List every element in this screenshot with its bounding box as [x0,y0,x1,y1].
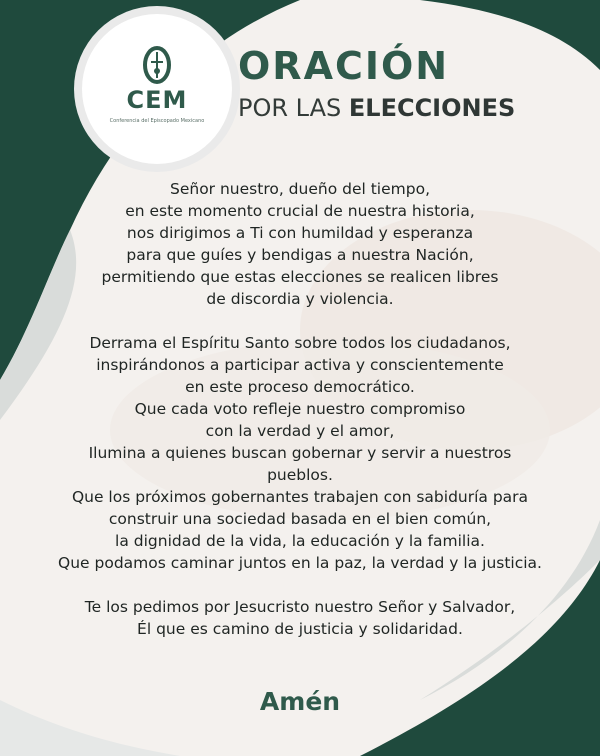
cem-logo-badge [82,14,232,164]
prayer-line: en este momento crucial de nuestra historia, [125,202,475,220]
prayer-line: inspirándonos a participar activa y conscientemente [96,356,504,374]
prayer-line: en este proceso democrático. [185,378,415,396]
prayer-line: Él que es camino de justicia y solidaridad. [137,620,463,638]
prayer-line: permitiendo que estas elecciones se realicen libres [101,268,499,286]
prayer-line: Que cada voto refleje nuestro compromiso [134,400,466,418]
prayer-line: Que los próximos gobernantes trabajen con sabiduría para [71,488,529,506]
cem-emblem-icon [128,44,186,86]
prayer-text [20,178,580,640]
title-line-2-bold: ELECCIONES [348,94,516,122]
stanza-gap [20,574,580,596]
closing-amen: Amén [259,687,341,716]
prayer-line: pueblos. [267,466,333,484]
title-line-1: ORACIÓN [238,44,450,88]
prayer-line: Te los pedimos por Jesucristo nuestro Señor y Salvador, [84,598,516,616]
prayer-line: construir una sociedad basada en el bien común, [108,510,492,528]
logo-acronym: CEM [126,86,188,114]
title-line-2-regular: POR LAS [238,94,349,122]
stanza-gap [20,310,580,332]
prayer-line: para que guíes y bendigas a nuestra Nación, [126,246,474,264]
prayer-line: Que podamos caminar juntos en la paz, la verdad y la justicia. [58,554,542,572]
title-line-2 [238,94,515,122]
prayer-line: Señor nuestro, dueño del tiempo, [170,180,430,198]
logo-organization-name: Conferencia del Episcopado Mexicano [109,118,205,124]
prayer-line: Ilumina a quienes buscan gobernar y servir a nuestros [88,444,512,462]
prayer-line: Derrama el Espíritu Santo sobre todos los ciudadanos, [89,334,511,352]
prayer-line: con la verdad y el amor, [205,422,395,440]
prayer-line: la dignidad de la vida, la educación y la familia. [115,532,485,550]
prayer-line: de discordia y violencia. [206,290,394,308]
prayer-line: nos dirigimos a Ti con humildad y esperanza [126,224,474,242]
